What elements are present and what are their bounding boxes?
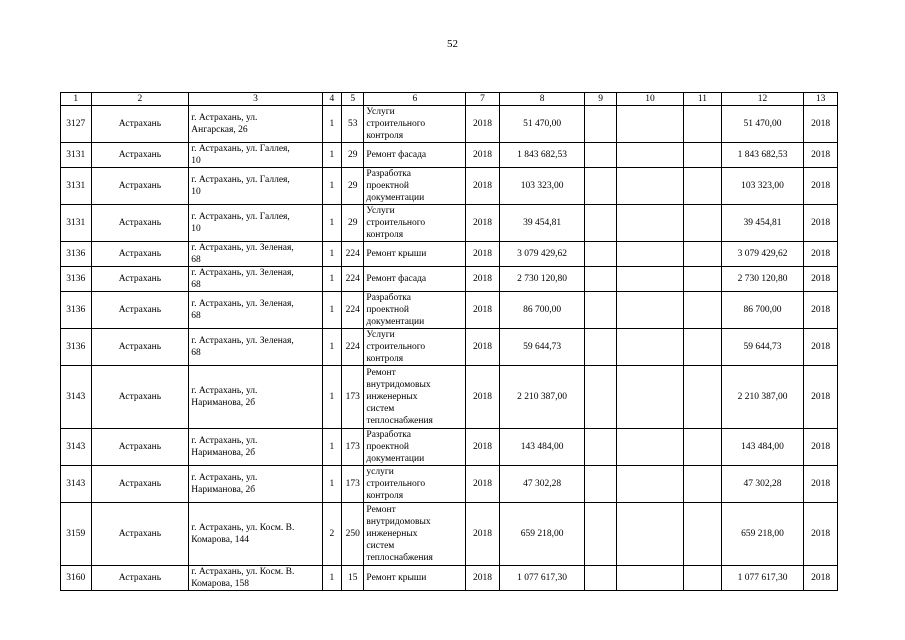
col9-cell [585, 566, 617, 591]
address-cell-line: г. Астрахань, ул. [191, 473, 258, 483]
col9-cell [585, 366, 617, 429]
house-id-cell: 3136 [61, 329, 92, 366]
city-cell: Астрахань [91, 143, 189, 168]
column-header: 8 [499, 93, 585, 106]
col9-cell [585, 143, 617, 168]
work-type-cell-line: строительного [366, 479, 426, 489]
cost-cell: 3 079 429,62 [499, 242, 585, 267]
address-cell-line: Нариманова, 2б [191, 448, 256, 458]
work-type-cell-line: Разработка [366, 293, 411, 303]
col10-cell [616, 329, 683, 366]
work-type-cell-line: проектной [366, 305, 409, 315]
col10-cell [616, 168, 683, 205]
work-type-cell-line: внутридомовых [366, 380, 431, 390]
table-row [61, 566, 838, 591]
table-row [61, 168, 838, 205]
work-type-cell-line: Ремонт фасада [366, 150, 427, 160]
work-type-cell-line: Ремонт фасада [366, 274, 427, 284]
address-cell [189, 466, 322, 503]
col4-cell: 1 [322, 429, 341, 466]
col4-cell: 1 [322, 143, 341, 168]
work-type-cell [364, 466, 466, 503]
total-cell: 47 302,28 [721, 466, 803, 503]
work-type-cell [364, 503, 466, 566]
col11-cell [684, 503, 722, 566]
city-cell: Астрахань [91, 205, 189, 242]
cost-cell: 47 302,28 [499, 466, 585, 503]
year-end-cell: 2018 [804, 429, 838, 466]
col4-cell: 2 [322, 503, 341, 566]
table-row [61, 143, 838, 168]
col9-cell [585, 466, 617, 503]
address-cell [189, 429, 322, 466]
work-type-cell-line: контроля [366, 354, 404, 364]
total-cell: 86 700,00 [721, 292, 803, 329]
address-cell-line: 10 [191, 156, 201, 166]
column-number-row [61, 93, 838, 106]
year-cell: 2018 [466, 329, 500, 366]
address-cell-line: г. Астрахань, ул. [191, 113, 258, 123]
col11-cell [684, 329, 722, 366]
city-cell: Астрахань [91, 267, 189, 292]
city-cell: Астрахань [91, 242, 189, 267]
col5-cell: 173 [342, 466, 364, 503]
work-type-cell [364, 566, 466, 591]
col10-cell [616, 503, 683, 566]
work-type-cell-line: документации [366, 193, 425, 203]
address-cell-line: 10 [191, 224, 201, 234]
column-header: 9 [585, 93, 617, 106]
work-type-cell [364, 242, 466, 267]
col11-cell [684, 143, 722, 168]
total-cell: 2 730 120,80 [721, 267, 803, 292]
col9-cell [585, 242, 617, 267]
col5-cell: 173 [342, 366, 364, 429]
col11-cell [684, 106, 722, 143]
work-type-cell-line: инженерных [366, 529, 418, 539]
table-row [61, 329, 838, 366]
col10-cell [616, 366, 683, 429]
address-cell-line: 68 [191, 280, 201, 290]
year-cell: 2018 [466, 205, 500, 242]
col9-cell [585, 292, 617, 329]
col5-cell: 29 [342, 168, 364, 205]
work-type-cell-line: строительного [366, 342, 426, 352]
address-cell [189, 329, 322, 366]
cost-cell: 103 323,00 [499, 168, 585, 205]
year-end-cell: 2018 [804, 168, 838, 205]
total-cell: 51 470,00 [721, 106, 803, 143]
address-cell-line: г. Астрахань, ул. Галлея, [191, 144, 290, 154]
column-header: 12 [721, 93, 803, 106]
cost-cell: 51 470,00 [499, 106, 585, 143]
table-row [61, 366, 838, 429]
table-row [61, 429, 838, 466]
col5-cell: 15 [342, 566, 364, 591]
cost-cell: 2 210 387,00 [499, 366, 585, 429]
column-header: 3 [189, 93, 322, 106]
col10-cell [616, 566, 683, 591]
year-end-cell: 2018 [804, 366, 838, 429]
city-cell: Астрахань [91, 168, 189, 205]
repair-register-table [60, 92, 838, 591]
address-cell-line: Нариманова, 2б [191, 398, 256, 408]
cost-cell: 1 843 682,53 [499, 143, 585, 168]
year-cell: 2018 [466, 242, 500, 267]
column-header: 13 [804, 93, 838, 106]
year-cell: 2018 [466, 168, 500, 205]
house-id-cell: 3127 [61, 106, 92, 143]
address-cell-line: г. Астрахань, ул. Галлея, [191, 175, 290, 185]
year-cell: 2018 [466, 366, 500, 429]
work-type-cell [364, 329, 466, 366]
col11-cell [684, 429, 722, 466]
work-type-cell-line: проектной [366, 181, 409, 191]
city-cell: Астрахань [91, 292, 189, 329]
work-type-cell-line: Услуги [366, 107, 395, 117]
total-cell: 659 218,00 [721, 503, 803, 566]
address-cell-line: г. Астрахань, ул. Косм. В. [191, 567, 295, 577]
col5-cell: 224 [342, 267, 364, 292]
year-end-cell: 2018 [804, 242, 838, 267]
column-header: 11 [684, 93, 722, 106]
col9-cell [585, 168, 617, 205]
work-type-cell-line: систем [366, 404, 395, 414]
col4-cell: 1 [322, 106, 341, 143]
total-cell: 59 644,73 [721, 329, 803, 366]
work-type-cell-line: документации [366, 454, 425, 464]
col4-cell: 1 [322, 466, 341, 503]
col4-cell: 1 [322, 205, 341, 242]
year-end-cell: 2018 [804, 566, 838, 591]
year-end-cell: 2018 [804, 466, 838, 503]
cost-cell: 86 700,00 [499, 292, 585, 329]
col9-cell [585, 106, 617, 143]
col5-cell: 29 [342, 205, 364, 242]
address-cell-line: 68 [191, 348, 201, 358]
work-type-cell [364, 143, 466, 168]
col4-cell: 1 [322, 329, 341, 366]
work-type-cell [364, 366, 466, 429]
address-cell [189, 503, 322, 566]
year-cell: 2018 [466, 106, 500, 143]
work-type-cell-line: контроля [366, 491, 404, 501]
year-end-cell: 2018 [804, 329, 838, 366]
table-row [61, 503, 838, 566]
work-type-cell-line: теплоснабжения [366, 553, 433, 563]
house-id-cell: 3159 [61, 503, 92, 566]
col4-cell: 1 [322, 242, 341, 267]
col10-cell [616, 466, 683, 503]
work-type-cell [364, 168, 466, 205]
year-end-cell: 2018 [804, 106, 838, 143]
column-header: 2 [91, 93, 189, 106]
work-type-cell-line: Услуги [366, 206, 395, 216]
col9-cell [585, 205, 617, 242]
col10-cell [616, 429, 683, 466]
col11-cell [684, 366, 722, 429]
work-type-cell-line: контроля [366, 230, 404, 240]
house-id-cell: 3143 [61, 366, 92, 429]
house-id-cell: 3131 [61, 168, 92, 205]
total-cell: 39 454,81 [721, 205, 803, 242]
work-type-cell-line: инженерных [366, 392, 418, 402]
table-row [61, 466, 838, 503]
year-end-cell: 2018 [804, 143, 838, 168]
cost-cell: 143 484,00 [499, 429, 585, 466]
house-id-cell: 3143 [61, 429, 92, 466]
cost-cell: 1 077 617,30 [499, 566, 585, 591]
work-type-cell-line: строительного [366, 119, 426, 129]
house-id-cell: 3160 [61, 566, 92, 591]
col9-cell [585, 429, 617, 466]
year-end-cell: 2018 [804, 503, 838, 566]
col5-cell: 53 [342, 106, 364, 143]
col9-cell [585, 267, 617, 292]
col11-cell [684, 168, 722, 205]
address-cell [189, 205, 322, 242]
col11-cell [684, 566, 722, 591]
col10-cell [616, 106, 683, 143]
year-end-cell: 2018 [804, 292, 838, 329]
address-cell [189, 106, 322, 143]
year-cell: 2018 [466, 566, 500, 591]
work-type-cell [364, 292, 466, 329]
city-cell: Астрахань [91, 366, 189, 429]
table-row [61, 292, 838, 329]
address-cell [189, 242, 322, 267]
year-end-cell: 2018 [804, 205, 838, 242]
work-type-cell-line: систем [366, 541, 395, 551]
address-cell [189, 143, 322, 168]
work-type-cell-line: Ремонт крыши [366, 249, 427, 259]
work-type-cell-line: строительного [366, 218, 426, 228]
year-end-cell: 2018 [804, 267, 838, 292]
year-cell: 2018 [466, 466, 500, 503]
work-type-cell-line: Ремонт [366, 368, 396, 378]
col5-cell: 224 [342, 242, 364, 267]
table-row [61, 242, 838, 267]
col11-cell [684, 242, 722, 267]
work-type-cell [364, 267, 466, 292]
cost-cell: 39 454,81 [499, 205, 585, 242]
column-header: 6 [364, 93, 466, 106]
year-cell: 2018 [466, 292, 500, 329]
col9-cell [585, 329, 617, 366]
work-type-cell-line: Разработка [366, 430, 411, 440]
col11-cell [684, 267, 722, 292]
year-cell: 2018 [466, 429, 500, 466]
cost-cell: 659 218,00 [499, 503, 585, 566]
house-id-cell: 3131 [61, 205, 92, 242]
work-type-cell-line: теплоснабжения [366, 416, 433, 426]
work-type-cell-line: внутридомовых [366, 517, 431, 527]
address-cell-line: Комарова, 144 [191, 535, 249, 545]
year-cell: 2018 [466, 503, 500, 566]
total-cell: 2 210 387,00 [721, 366, 803, 429]
address-cell-line: Комарова, 158 [191, 579, 249, 589]
total-cell: 103 323,00 [721, 168, 803, 205]
address-cell-line: г. Астрахань, ул. [191, 436, 258, 446]
work-type-cell-line: услуги [366, 467, 394, 477]
address-cell-line: г. Астрахань, ул. Зеленая, [191, 299, 294, 309]
house-id-cell: 3136 [61, 242, 92, 267]
address-cell-line: г. Астрахань, ул. Косм. В. [191, 523, 295, 533]
col10-cell [616, 292, 683, 329]
address-cell-line: г. Астрахань, ул. [191, 386, 258, 396]
table-row [61, 205, 838, 242]
house-id-cell: 3131 [61, 143, 92, 168]
column-header: 5 [342, 93, 364, 106]
house-id-cell: 3136 [61, 292, 92, 329]
address-cell [189, 366, 322, 429]
work-type-cell-line: Ремонт [366, 505, 396, 515]
work-type-cell [364, 106, 466, 143]
city-cell: Астрахань [91, 329, 189, 366]
column-header: 7 [466, 93, 500, 106]
address-cell [189, 267, 322, 292]
address-cell [189, 292, 322, 329]
work-type-cell [364, 205, 466, 242]
house-id-cell: 3136 [61, 267, 92, 292]
col4-cell: 1 [322, 292, 341, 329]
address-cell-line: Ангарская, 26 [191, 125, 248, 135]
address-cell [189, 566, 322, 591]
col10-cell [616, 267, 683, 292]
work-type-cell [364, 429, 466, 466]
work-type-cell-line: Ремонт крыши [366, 573, 427, 583]
total-cell: 1 843 682,53 [721, 143, 803, 168]
address-cell-line: г. Астрахань, ул. Зеленая, [191, 243, 294, 253]
col10-cell [616, 242, 683, 267]
year-cell: 2018 [466, 143, 500, 168]
col4-cell: 1 [322, 168, 341, 205]
address-cell-line: 10 [191, 187, 201, 197]
city-cell: Астрахань [91, 466, 189, 503]
address-cell-line: г. Астрахань, ул. Зеленая, [191, 336, 294, 346]
col4-cell: 1 [322, 566, 341, 591]
city-cell: Астрахань [91, 106, 189, 143]
col4-cell: 1 [322, 267, 341, 292]
col11-cell [684, 205, 722, 242]
col10-cell [616, 205, 683, 242]
address-cell [189, 168, 322, 205]
col11-cell [684, 292, 722, 329]
address-cell-line: Нариманова, 2б [191, 485, 256, 495]
cost-cell: 59 644,73 [499, 329, 585, 366]
city-cell: Астрахань [91, 566, 189, 591]
address-cell-line: 68 [191, 255, 201, 265]
col9-cell [585, 503, 617, 566]
address-cell-line: 68 [191, 311, 201, 321]
address-cell-line: г. Астрахань, ул. Зеленая, [191, 268, 294, 278]
year-cell: 2018 [466, 267, 500, 292]
house-id-cell: 3143 [61, 466, 92, 503]
work-type-cell-line: Услуги [366, 330, 395, 340]
work-type-cell-line: контроля [366, 131, 404, 141]
total-cell: 3 079 429,62 [721, 242, 803, 267]
work-type-cell-line: Разработка [366, 169, 411, 179]
col5-cell: 224 [342, 292, 364, 329]
address-cell-line: г. Астрахань, ул. Галлея, [191, 212, 290, 222]
col5-cell: 29 [342, 143, 364, 168]
column-header: 10 [616, 93, 683, 106]
col4-cell: 1 [322, 366, 341, 429]
column-header: 1 [61, 93, 92, 106]
cost-cell: 2 730 120,80 [499, 267, 585, 292]
col5-cell: 173 [342, 429, 364, 466]
work-type-cell-line: проектной [366, 442, 409, 452]
total-cell: 143 484,00 [721, 429, 803, 466]
total-cell: 1 077 617,30 [721, 566, 803, 591]
column-header: 4 [322, 93, 341, 106]
city-cell: Астрахань [91, 429, 189, 466]
col10-cell [616, 143, 683, 168]
col5-cell: 250 [342, 503, 364, 566]
table-row [61, 106, 838, 143]
work-type-cell-line: документации [366, 317, 425, 327]
col5-cell: 224 [342, 329, 364, 366]
city-cell: Астрахань [91, 503, 189, 566]
table-row [61, 267, 838, 292]
page-number: 52 [447, 38, 458, 50]
col11-cell [684, 466, 722, 503]
